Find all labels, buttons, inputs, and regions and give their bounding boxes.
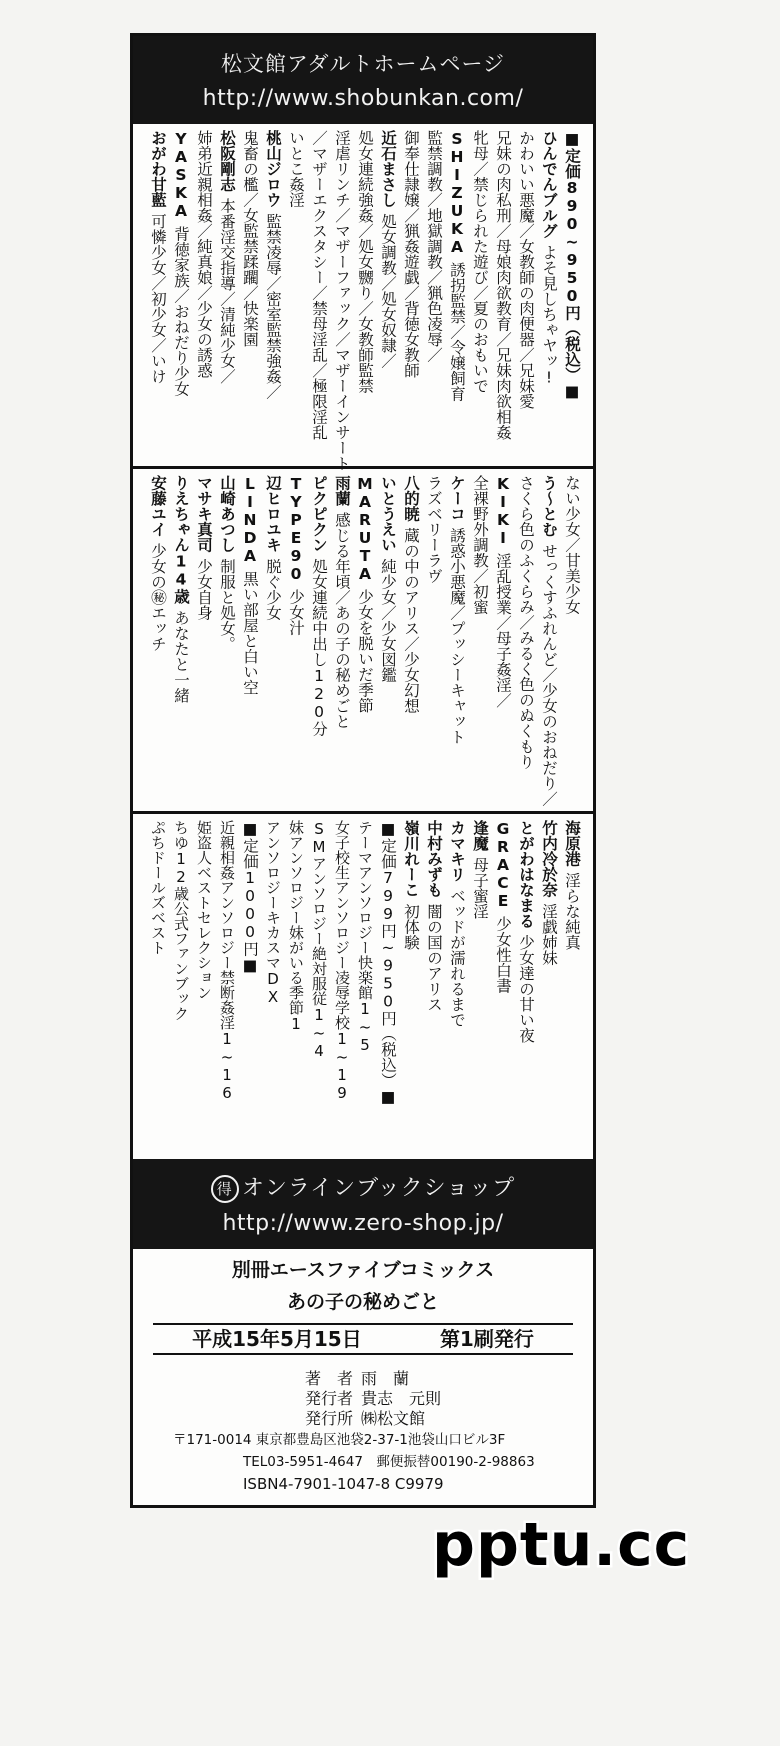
watermark: pptu.cc [432, 1510, 691, 1580]
work-titles: 姫盗人ベストセレクション [195, 820, 213, 1000]
author-name: 逢魔 [471, 820, 489, 851]
work-titles: ／マザーエクスタシー／禁母淫乱／極限淫乱 [310, 130, 328, 440]
work-titles: 淫乱授業／母子姦淫／ [494, 553, 512, 708]
work-titles: 誘拐監禁／令嬢飼育 [448, 262, 466, 402]
catalog-column [353, 130, 376, 464]
catalog-column [491, 130, 514, 464]
phone: TEL03-5951-4647 郵便振替00190-2-98863 [243, 1454, 535, 1470]
catalog-column [399, 130, 422, 464]
work-titles: 蔵の中のアリス／少女幻想 [402, 527, 420, 714]
catalog-column [537, 475, 560, 809]
homepage-banner [133, 36, 593, 124]
catalog-column [146, 130, 169, 464]
author-name: SHIZUKA [448, 130, 466, 256]
catalog-column [560, 475, 583, 809]
catalog-column [422, 820, 445, 1157]
author-name: う～とむ [540, 475, 558, 537]
author-name: ひんでんブルグ [540, 130, 558, 239]
catalog-column [514, 475, 537, 809]
catalog-column [560, 130, 583, 464]
catalog-column [261, 130, 284, 464]
work-titles: 少女性白書 [494, 916, 512, 994]
work-titles: 初体験 [402, 903, 420, 950]
catalog-column [238, 820, 261, 1157]
work-titles: 淫戯姉妹 [540, 903, 558, 966]
toku-badge-icon: 得 [211, 1175, 239, 1203]
work-titles: 背徳家族／おねだり少女 [172, 226, 190, 397]
work-titles: あなたと一緒 [172, 610, 190, 703]
catalog-column [330, 130, 353, 471]
catalog-column [353, 475, 376, 809]
catalog-column [307, 820, 330, 1157]
work-titles: 淫虐リンチ／マザーファック／マザーインサート [333, 130, 351, 471]
work-titles: 少女の㊙エッチ [149, 543, 167, 652]
catalog-column [307, 130, 330, 464]
author-name: ■定価890~950円（税込）■ [563, 130, 581, 401]
catalog-column [399, 475, 422, 809]
catalog-column [330, 820, 353, 1157]
catalog-column [560, 820, 583, 1157]
catalog-column [491, 475, 514, 809]
catalog-column [537, 130, 560, 464]
catalog-column [468, 475, 491, 809]
catalog-column [261, 475, 284, 809]
catalog-column [399, 820, 422, 1157]
author-name: おがわ甘藍 [149, 130, 167, 208]
author-name: 嶺川れーこ [402, 820, 420, 898]
publication-date: 平成15年5月15日 [192, 1327, 362, 1351]
author-name: 近石まさし [379, 130, 397, 208]
work-titles: 全裸野外調教／初蜜 [471, 475, 489, 615]
catalog-column [468, 130, 491, 464]
work-titles: 黒い部屋と白い空 [241, 571, 259, 695]
shop-title: オンラインブックショップ [241, 1176, 516, 1201]
work-titles: いとこ姦淫 [287, 130, 305, 208]
homepage-url[interactable]: http://www.shobunkan.com/ [202, 86, 524, 111]
work-titles: 処女連続強姦／処女嬲り／女教師監禁 [356, 130, 374, 394]
shop-banner [133, 1159, 593, 1249]
catalog-column [238, 130, 261, 464]
catalog-column [307, 475, 330, 809]
author-name: マサキ真司 [195, 475, 213, 553]
catalog-column [330, 475, 353, 809]
work-titles: 近親相姦アンソロジー禁断姦淫1~16 [218, 820, 236, 1102]
work-titles: 脱ぐ少女 [264, 558, 282, 621]
catalog-section-3 [133, 814, 593, 1159]
catalog-column [445, 130, 468, 464]
catalog-column [468, 820, 491, 1157]
work-titles: 牝母／禁じられた遊び／夏のおもいで [471, 130, 489, 394]
work-titles: ■定価1000円■ [241, 820, 259, 975]
author-name: いとうえい [379, 475, 397, 553]
author-name: MARUTA [356, 475, 374, 583]
author-name: GRACE [494, 820, 512, 910]
work-titles: かわいい悪魔／女教師の肉便器／兄妹愛 [517, 130, 535, 409]
work-titles: 監禁凌辱／密室監禁強姦／ [264, 213, 282, 400]
work-titles: 女子校生アンソロジー凌辱学校1~19 [333, 820, 351, 1102]
work-titles: 姉弟近親相姦／純真娘／少女の誘惑 [195, 130, 213, 378]
author-name: りえちゃん14歳 [172, 475, 190, 604]
catalog-column [422, 475, 445, 809]
work-titles: 本番淫交指導／清純少女／ [218, 198, 236, 384]
catalog-column [284, 130, 307, 464]
work-titles: 誘惑小悪魔／プッシーキャット [448, 527, 466, 745]
author-name: 辺ヒロユキ [264, 475, 282, 553]
work-titles: 処女連続中出し120分 [310, 558, 328, 737]
work-titles: 処女調教／処女奴隷／ [379, 213, 397, 369]
work-titles: 少女汁 [287, 589, 305, 636]
catalog-column [514, 820, 537, 1157]
work-titles: 妹アンソロジー妹がいる季節1 [287, 820, 305, 1033]
work-titles: 淫らな純真 [563, 872, 581, 950]
edition: 第1刷発行 [439, 1327, 534, 1351]
author-name: ケーコ [448, 475, 466, 522]
work-titles: 母子蜜淫 [471, 857, 489, 919]
author-name: TYPE90 [287, 475, 305, 583]
catalog-column [537, 820, 560, 1157]
author-name: ピクピクン [310, 475, 328, 553]
author: 雨 蘭 [361, 1369, 410, 1388]
author-name: 雨蘭 [333, 475, 351, 506]
work-titles: 感じる年頃／あの子の秘めごと [333, 512, 351, 729]
catalog-column [169, 820, 192, 1157]
catalog-column [215, 820, 238, 1157]
office: ㈱松文館 [361, 1409, 426, 1428]
work-titles: SMアンソロジー絶対服従1~4 [310, 820, 328, 1060]
publisher: 貴志 元則 [361, 1389, 442, 1408]
shop-url[interactable]: http://www.zero-shop.jp/ [222, 1211, 504, 1236]
catalog-column [284, 475, 307, 809]
work-titles: 制服と処女。 [218, 558, 236, 652]
author-name: 山崎あつし [218, 475, 236, 553]
author-row [283, 1369, 593, 1389]
work-titles: 純少女／少女図鑑 [379, 558, 397, 683]
catalog-column [422, 130, 445, 464]
catalog-column [146, 475, 169, 809]
work-titles: ぷちドールズベスト [149, 820, 167, 955]
author-name: 中村みずも [425, 820, 443, 898]
work-titles: よそ見しちゃヤッ! [540, 244, 558, 387]
catalog-column [514, 130, 537, 464]
catalog-column [238, 475, 261, 809]
catalog-column [261, 820, 284, 1157]
catalog-column [192, 475, 215, 809]
work-titles: 御奉仕隷嬢／猟姦遊戯／背徳女教師 [402, 130, 420, 378]
author-name: 海原港 [563, 820, 581, 867]
author-name: 安藤ユイ [149, 475, 167, 537]
author-name: とがわはなまる [517, 820, 535, 929]
work-titles: ■定価799円~950円（税込）■ [379, 820, 397, 1106]
author-name: カマキリ [448, 820, 466, 882]
work-titles: アンソロジーキカスマDX [264, 820, 282, 1006]
address: 〒171-0014 東京都豊島区池袋2-37-1池袋山口ビル3F [173, 1432, 506, 1448]
colophon [133, 1249, 593, 1495]
work-titles: さくら色のふくらみ／みるく色のぬくもり [517, 475, 535, 770]
catalog-column [169, 475, 192, 809]
author-name: YASKA [172, 130, 190, 220]
work-titles: 兄妹の肉私刑／母娘肉欲教育／兄妹肉欲相姦 [494, 130, 512, 440]
catalog-column [376, 820, 399, 1157]
author-name: 竹内冷於奈 [540, 820, 558, 898]
author-name: 八的暁 [402, 475, 420, 522]
work-titles: 鬼畜の檻／女監禁蹂躙／快楽園 [241, 130, 259, 347]
work-titles: 闇の国のアリス [425, 903, 443, 1012]
catalog-column [491, 820, 514, 1157]
office-row [283, 1409, 593, 1429]
catalog-column [353, 820, 376, 1157]
author-name: KIKI [494, 475, 512, 547]
work-titles: テーマアンソロジー快楽館1~5 [356, 820, 374, 1054]
author-name: 松阪剛志 [218, 130, 236, 192]
work-titles: ラズベリーラヴ [425, 475, 443, 584]
catalog-column [192, 130, 215, 464]
catalog-section-2 [133, 469, 593, 814]
work-titles: ちゆ12歳公式ファンブック [172, 820, 190, 1021]
catalog-column [169, 130, 192, 464]
author-name: LINDA [241, 475, 259, 565]
isbn: ISBN4-7901-1047-8 C9979 [243, 1475, 444, 1493]
publisher-row [283, 1389, 593, 1409]
catalog-column [284, 820, 307, 1157]
work-titles: 少女を脱いだ季節 [356, 589, 374, 713]
catalog-column [215, 475, 238, 809]
series-name: 別冊エースファイブコミックス [231, 1259, 495, 1281]
work-titles: ない少女／甘美少女 [563, 475, 581, 615]
catalog-section-1 [133, 124, 593, 469]
catalog-column [192, 820, 215, 1157]
catalog-column [445, 820, 468, 1157]
publication-line [153, 1323, 573, 1355]
homepage-title: 松文館アダルトホームページ [220, 52, 506, 76]
work-titles: 可憐少女／初少女／いけ [149, 213, 167, 384]
work-titles: 少女達の甘い夜 [517, 934, 535, 1043]
work-titles: ベッドが濡れるまで [448, 888, 466, 1028]
office-label: 発行所 [304, 1409, 353, 1428]
catalog-column [215, 130, 238, 464]
work-titles: 少女自身 [195, 558, 213, 621]
catalog-column [376, 475, 399, 809]
work-titles: 監禁調教／地獄調教／猟色凌辱／ [425, 130, 443, 363]
publisher-label: 発行者 [304, 1389, 353, 1408]
work-titles: せっくすふれんど／少女のおねだり／ [540, 543, 558, 807]
catalog-column [146, 820, 169, 1157]
catalog-column [376, 130, 399, 464]
book-title: あの子の秘めごと [286, 1291, 439, 1313]
author-name: 桃山ジロウ [264, 130, 282, 208]
colophon-page [130, 33, 596, 1508]
author-label: 著 者 [304, 1369, 353, 1388]
catalog-column [445, 475, 468, 809]
